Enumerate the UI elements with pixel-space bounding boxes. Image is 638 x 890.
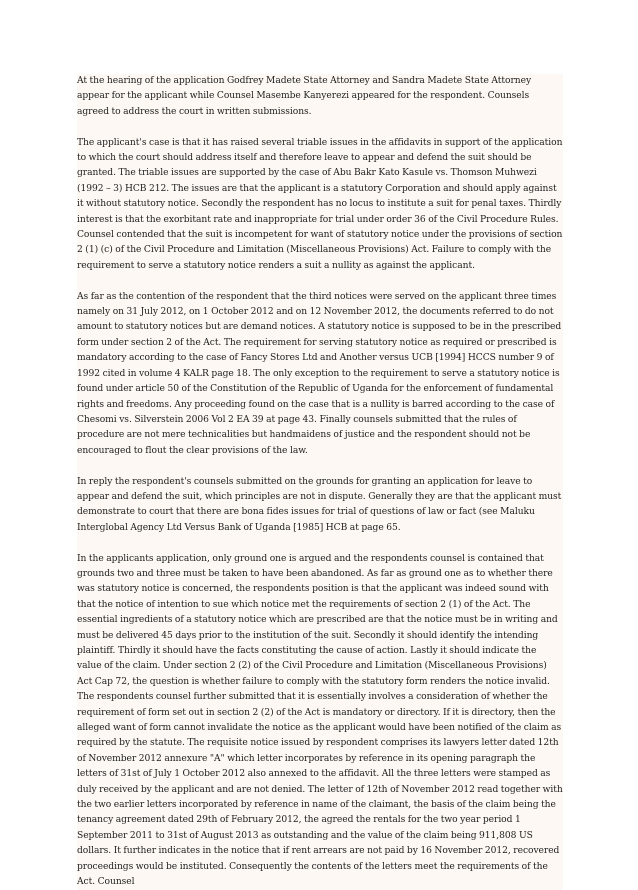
paragraph-respondent-reply: In reply the respondent's counsels submitted on the grounds for granting an application for leave to appear and defend the suit, which principles are not in dispute. Generally they are that the applicant must demonstrate to court that there are bona fides issues for trial of questions of law or fact (see Maluku Interglobal Agency Ltd Versus Bank of Uganda [1985] HCB at page 65. [77,476,562,533]
paragraph-applicant-case: The applicant's case is that it has raised several triable issues in the affidavits in support of the application to which the court should address itself and therefore leave to appear and defend the suit should be granted. The triable issues are supported by the case of Abu Bakr Kato Kasule vs. Thomson Muhwezi (1992 – 3) HCB 212. The issues are that the applicant is a statutory Corporation and should apply against it without statutory notice. Secondly the respondent has no locus to institute a suit for penal taxes. Thirdly interest is that the exorbitant rate and inappropriate for trial under order 36 of the Civil Procedure Rules. Counsel contended that the suit is incompetent for want of statutory notice under the provisions of section 2 (1) (c) of the Civil Procedure and Limitation (Miscellaneous Provisions) Act. Failure to comply with the requirement to serve a statutory notice renders a suit a nullity as against the applicant. [77,137,563,271]
paragraph-hearing: At the hearing of the application Godfrey Madete State Attorney and Sandra Madete State Attorney appear for the applicant while Counsel Masembe Kanyerezi appeared for the respondent. Counsels agreed to address the court in written submissions. [77,76,532,117]
paragraph-notices-contention: As far as the contention of the respondent that the third notices were served on the applicant three times namely on 31 July 2012, on 1 October 2012 and on 12 November 2012, the documents referred to do not amount to statutory notices but are demand notices. A statutory notice is supposed to be in the prescribed form under section 2 of the Act. The requirement for serving statutory notice as required or prescribed is mandatory according to the case of Fancy Stores Ltd and Another versus UCB [1994] HCCS number 9 of 1992 cited in volume 4 KALR page 18. The only exception to the requirement to serve a statutory notice is found under article 50 of the Constitution of the Republic of Uganda for the enforcement of fundamental rights and freedoms. Any proceeding found on the case that is a nullity is barred according to the case of Chesomi vs. Silverstein 2006 Vol 2 EA 39 at page 43. Finally counsels submitted that the rules of procedure are not mere technicalities but handmaidens of justice and the respondent should not be encouraged to flout the clear provisions of the law. [77,291,562,456]
paragraph-ground-one: In the applicants application, only ground one is argued and the respondents counsel is contained that grounds two and three must be taken to have been abandoned. As far as ground one as to whether there was statutory notice is concerned, the respondents position is that the applicant was indeed sound with that the notice of intention to sue which notice met the requirements of section 2 (1) of the Act. The essential ingredients of a statutory notice which are prescribed are that the notice must be in writing and must be delivered 45 days prior to the institution of the suit. Secondly it should identify the intending plaintiff. Thirdly it should have the facts constituting the cause of action. Lastly it should indicate the value of the claim. Under section 2 (2) of the Civil Procedure and Limitation (Miscellaneous Provisions) Act Cap 72, the question is whether failure to comply with the statutory form renders the notice invalid. The respondents counsel further submitted that it is essentially involves a consideration of whether the requirement of form set out in section 2 (2) of the Act is mandatory or directory. If it is directory, then the alleged want of form cannot invalidate the notice as the applicant would have been notified of the claim as required by the statute. The requisite notice issued by respondent comprises its lawyers letter dated 12th of November 2012 annexure "A" which letter incorporates by reference in its opening paragraph the letters of 31st of July 1 October 2012 also annexed to the affidavit. All the three letters were stamped as duly received by the applicant and are not denied. The letter of 12th of November 2012 read together with the two earlier letters incorporated by reference in name of the claimant, the basis of the claim being the tenancy agreement dated 29th of February 2012, the agreed the rentals for the two year period 1 September 2011 to 31st of August 2013 as outstanding and the value of the claim being 911,808 US dollars. It further indicates in the notice that if rent arrears are not paid by 16 November 2012, recovered proceedings would be instituted. Consequently the contents of the letters meet the requirements of the Act. Counsel [77,553,563,888]
document-body [77,74,563,890]
